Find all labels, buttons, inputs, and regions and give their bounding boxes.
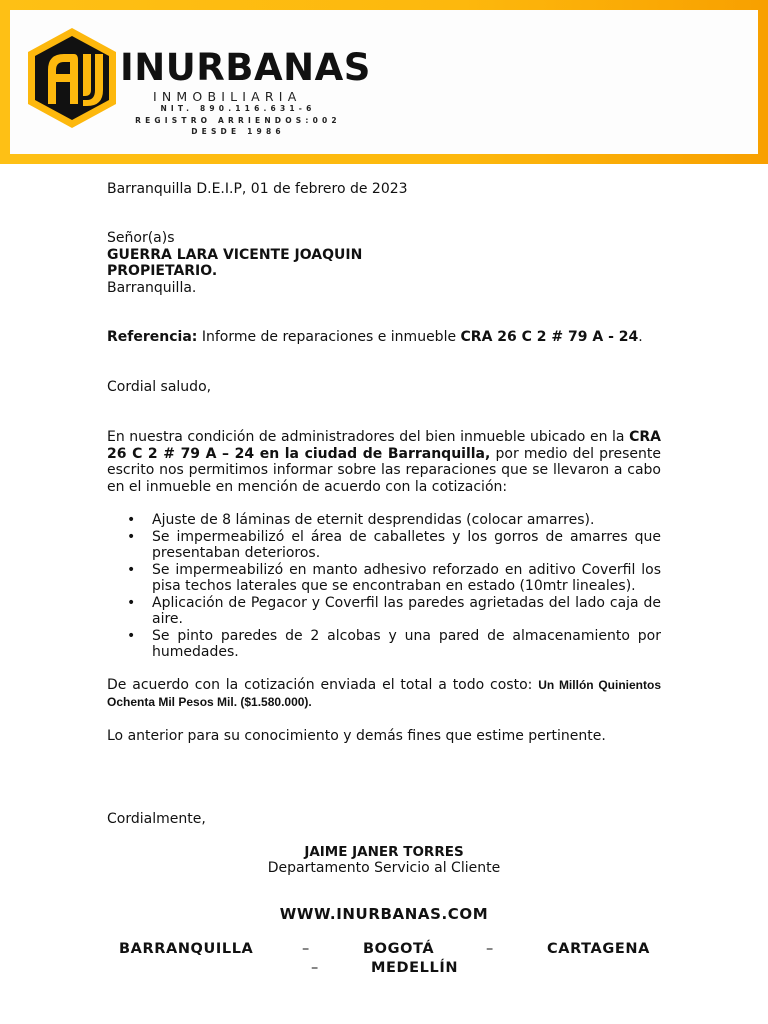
intro-part1: En nuestra condición de administradores del bien inmueble ubicado en la <box>107 429 630 445</box>
list-item: • Se pinto paredes de 2 alcobas y una pared de almacenamiento por humedades. <box>127 627 661 660</box>
list-item: • Se impermeabilizó en manto adhesivo reforzado en aditivo Coverfil los pisa techos laterales que se encontraban en estado (10mtr lineales). <box>127 561 661 594</box>
cost-value: Un Millón Quinientos Ochenta Mil Pesos Mil. ($1.580.000). <box>107 678 661 709</box>
signer-department: Departamento Servicio al Cliente <box>267 860 501 876</box>
bullet-icon: • <box>127 512 136 528</box>
footer-city-medellin: MEDELLÍN <box>371 960 459 976</box>
footer-separator: – <box>302 941 310 957</box>
letter-date: Barranquilla D.E.I.P, 01 de febrero de 2023 <box>107 181 408 197</box>
farewell: Cordialmente, <box>107 811 206 827</box>
greeting: Cordial saludo, <box>107 379 212 395</box>
bullet-icon: • <box>127 561 136 578</box>
recipient-salutation: Señor(a)s <box>107 230 175 246</box>
signer-name: JAIME JANER TORRES <box>304 844 464 860</box>
brand-name: INURBANAS <box>120 46 371 89</box>
bullet-icon: • <box>127 594 136 611</box>
list-item: • Ajuste de 8 láminas de eternit desprendidas (colocar amarres). <box>127 512 595 528</box>
intro-address: CRA 26 C 2 # 79 A – 24 en la ciudad de Barranquilla, <box>107 429 661 462</box>
intro-paragraph <box>107 429 661 495</box>
list-item: • Se impermeabilizó el área de caballetes y los gorros de amarres que presentaban deterioros. <box>127 528 661 561</box>
bullet-icon: • <box>127 627 136 644</box>
bullet-icon: • <box>127 528 136 545</box>
cost-intro: De acuerdo con la cotización enviada el total a todo costo: <box>107 677 539 693</box>
recipient-role: PROPIETARIO. <box>107 263 218 279</box>
reference-end: . <box>638 329 643 345</box>
intro-part2: por medio del presente escrito nos permitimos informar sobre las reparaciones que se llevaron a cabo en el inmueble en mención de acuerdo con la cotización: <box>107 445 661 495</box>
list-item: • Aplicación de Pegacor y Coverfil las paredes agrietadas del lado caja de aire. <box>127 594 661 627</box>
reference-address: CRA 26 C 2 # 79 A - 24 <box>460 329 639 345</box>
brand-subtitle: INMOBILIARIA <box>153 89 302 104</box>
inurbanas-logo-icon <box>26 26 118 130</box>
repairs-list <box>107 512 661 661</box>
brand-nit: NIT. 890.116.631-6 <box>160 104 316 113</box>
brand-desde: DESDE 1986 <box>191 127 285 136</box>
reference-text: Informe de reparaciones e inmueble <box>197 329 461 345</box>
closing-note: Lo anterior para su conocimiento y demás fines que estime pertinente. <box>107 728 606 744</box>
footer-city-bogota: BOGOTÁ <box>363 941 435 957</box>
footer-city-barranquilla: BARRANQUILLA <box>119 941 254 957</box>
brand-registro: REGISTRO ARRIENDOS:002 <box>135 116 341 125</box>
recipient-block <box>107 230 661 296</box>
reference-label: Referencia: <box>107 329 198 345</box>
cost-paragraph <box>107 677 661 710</box>
footer-separator: – <box>486 941 494 957</box>
recipient-name: GUERRA LARA VICENTE JOAQUIN <box>107 246 363 263</box>
footer-website: WWW.INURBANAS.COM <box>279 905 489 923</box>
reference-line <box>107 329 661 346</box>
footer-city-cartagena: CARTAGENA <box>547 941 650 957</box>
recipient-city: Barranquilla. <box>107 279 197 296</box>
footer-separator: – <box>311 960 319 976</box>
